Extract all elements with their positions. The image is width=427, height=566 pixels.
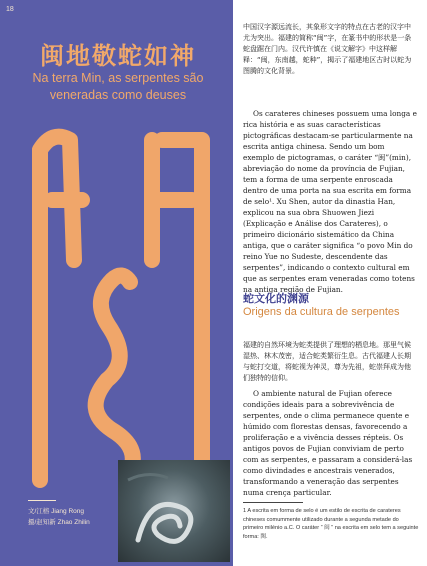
credit-divider — [28, 500, 56, 501]
seal-glyph-svg — [12, 110, 224, 500]
serpent-photo-svg — [118, 460, 230, 562]
title-chinese: 闽地敬蛇如神 — [40, 42, 196, 70]
title-portuguese: Na terra Min, as serpentes são veneradas como deuses — [32, 71, 204, 102]
section-heading-portuguese: Origens da cultura de serpentes — [243, 306, 400, 318]
page-number: 18 — [6, 6, 14, 13]
portuguese-section-paragraph: O ambiente natural de Fujian oferece condições ideais para a sobrevivência de serpentes, onde o clima permanece quente e húmido com florestas densas, favorecendo a proliferação e a vivência desses répteis. Os antigos povos de Fujian conviviam de perto com as serpentes, e passaram a considerá-las como divindades e ancestrais venerados, transformando a veneração das serpentes numa crença particular. — [243, 389, 413, 497]
chinese-section-paragraph: 福建的自然环境为蛇类提供了理想的栖息地。那里气候湿热、林木茂密，适合蛇类繁衍生息。古代福建人长期与蛇打交道，将蛇视为神灵，尊为先祖，蛇崇拜成为他们独特的信仰。 — [243, 341, 411, 382]
portuguese-intro-paragraph: Os carateres chineses possuem uma longa e rica história e as suas características pictográficas destacam-se particularmente na escrita antiga chinesa. Sendo um bom exemplo de pictogramas, o caráter “闽”(min), abreviação do nome da província de Fujian, tem a forma de uma serpente enroscada dentro de uma porta na sua escrita em forma de selo¹. Xu Shen, autor da dinastia Han, explicou na sua obra Shuowen Jiezi (Explicação e Análise dos Carateres), o primeiro dicionário sistemático da China antiga, que o caráter significa “o povo Min do reino Yue no Sudeste, descendente das serpentes”, indicando o contexto cultural em que as serpentes eram veneradas como totens na antiga região de Fujian. — [243, 109, 417, 294]
glyph-right-post — [162, 140, 202, 480]
photo-credit: 摄/赵知新 Zhao Zhilin — [28, 519, 90, 526]
footnote: 1 A escrita em forma de selo é um estilo de escrita de carateres chineses comummente utilizado durante a segunda metade do primeiro milénio a.C. O caráter “ 闽 ” na escrita em selo tem a seguinte forma: 閩. — [243, 508, 419, 540]
seal-script-min-glyph — [12, 110, 224, 500]
glyph-serpent — [96, 280, 133, 465]
section-heading-chinese: 蛇文化的渊源 — [243, 292, 309, 305]
serpent-photo — [118, 460, 230, 562]
author-credit: 文/江榕 Jiang Rong — [28, 508, 84, 515]
chinese-intro-paragraph: 中国汉字源远流长，其象形文字的特点在古老的汉字中尤为突出。福建的简称“闽”字，在篆书中的形状是一条蛇盘踞在门内。汉代许慎在《说文解字》中这样解释：“闽，东南越，蛇种”，揭示了福建地区古时以蛇为图腾的文化背景。 — [243, 23, 412, 75]
footnote-divider — [243, 502, 303, 503]
